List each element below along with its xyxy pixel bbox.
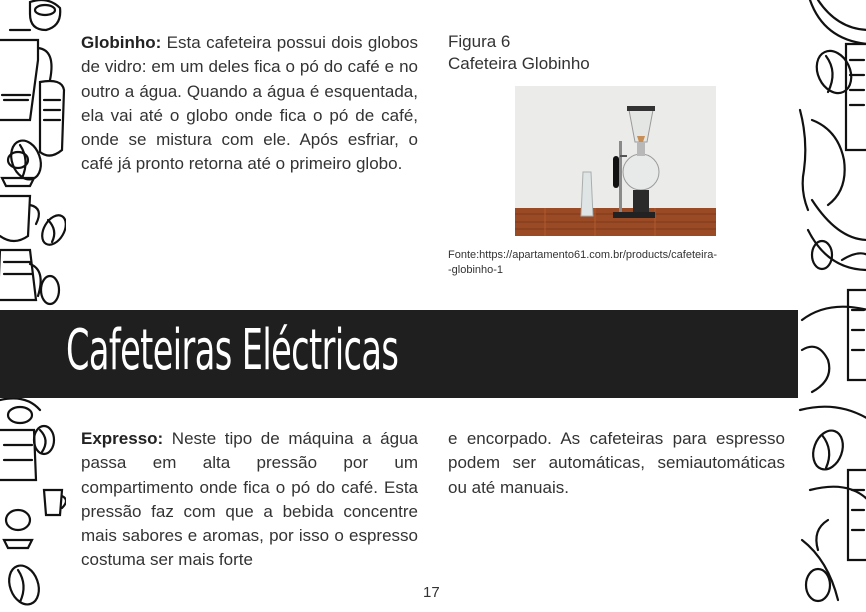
section-banner-title: Cafeteiras Eléctricas bbox=[66, 318, 399, 383]
globinho-term: Globinho: bbox=[81, 33, 162, 52]
expresso-paragraph-right bbox=[448, 427, 785, 500]
globinho-paragraph bbox=[81, 31, 418, 177]
page-number: 17 bbox=[423, 584, 440, 601]
expresso-description-right: e encorpado. As cafeteiras para espresso podem ser automáticas, semiautomáticas ou até manuais. bbox=[448, 429, 785, 497]
figure-source bbox=[448, 248, 778, 278]
globinho-description: Esta cafeteira possui dois globos de vidro: em um deles fica o pó do café e no outro a água. Quando a água é esquentada, ela vai até o globo onde fica o pó de café, onde se mistura com ele. Após esfriar, o café já pronto retorna até o primeiro globo. bbox=[81, 33, 418, 174]
decorative-doodle-border-left bbox=[0, 0, 66, 612]
figure-title: Cafeteira Globinho bbox=[448, 54, 590, 73]
figure-caption bbox=[448, 31, 590, 75]
expresso-paragraph-left bbox=[81, 427, 418, 573]
figure-source-line-2: -globinho-1 bbox=[448, 264, 504, 276]
globinho-photo bbox=[515, 86, 716, 236]
figure-source-line-1: Fonte:https://apartamento61.com.br/products/cafeteira- bbox=[448, 249, 718, 261]
expresso-description-left: Neste tipo de máquina a água passa em alta pressão por um compartimento onde fica o pó do café. Esta pressão faz com que a bebida concentre mais sabores e aromas, por isso o espresso costuma ser mais forte bbox=[81, 429, 418, 570]
figure-label: Figura 6 bbox=[448, 32, 511, 51]
expresso-term: Expresso: bbox=[81, 429, 164, 448]
decorative-doodle-border-right bbox=[798, 0, 866, 612]
